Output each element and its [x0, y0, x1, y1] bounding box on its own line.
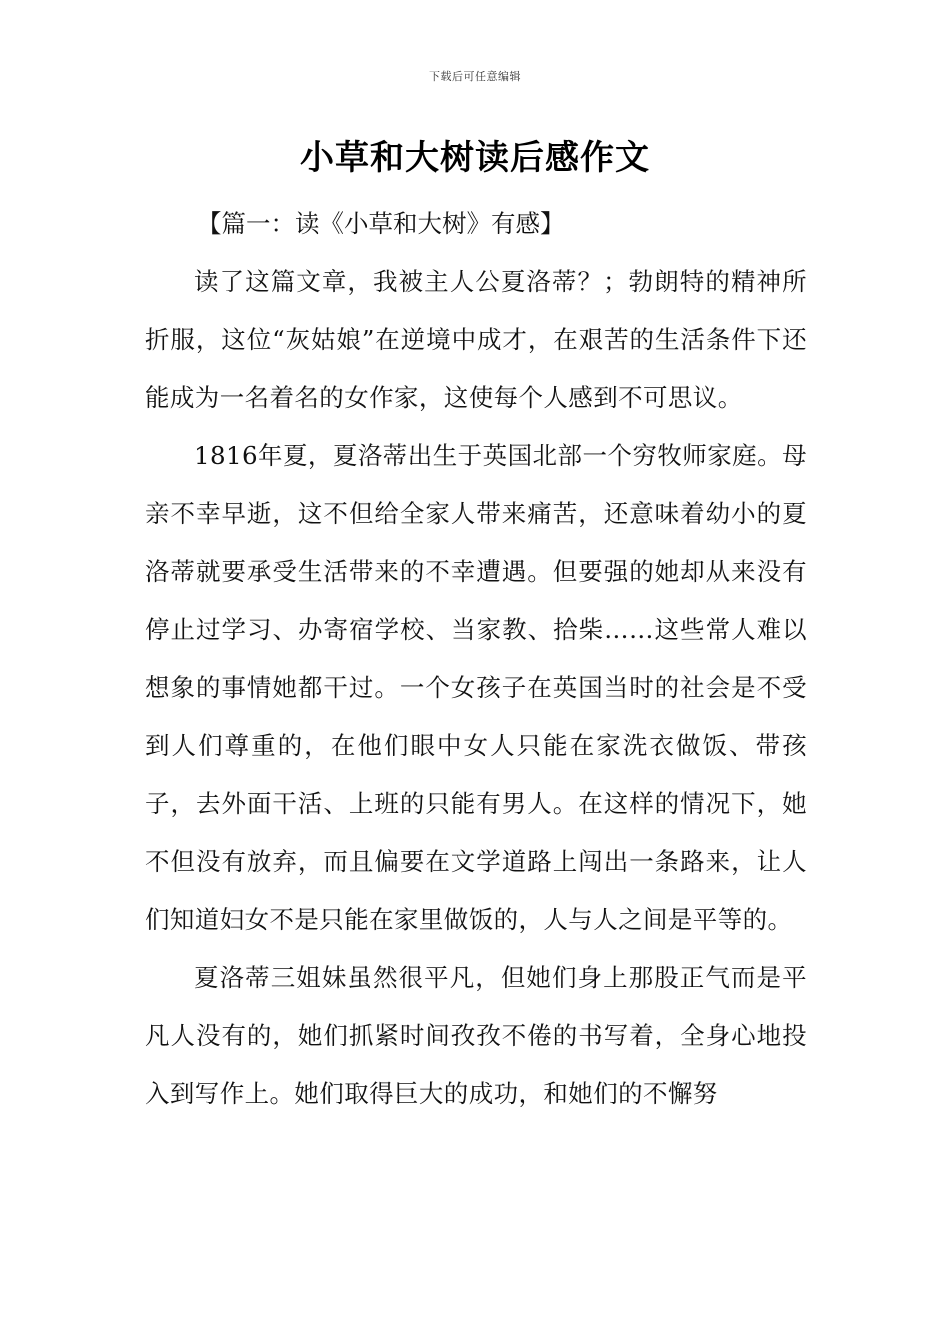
paragraph-3: 夏洛蒂三姐妹虽然很平凡，但她们身上那股正气而是平凡人没有的，她们抓紧时间孜孜不倦的书写着，全身心地投入到写作上。她们取得巨大的成功，和她们的不懈努: [145, 963, 807, 1108]
section-heading: 【篇一：读《小草和大树》有感】: [197, 209, 565, 238]
document-title: 小草和大树读后感作文: [300, 138, 650, 178]
paragraph-2: 1816年夏，夏洛蒂出生于英国北部一个穷牧师家庭。母亲不幸早逝，这不但给全家人带来痛苦，还意味着幼小的夏洛蒂就要承受生活带来的不幸遭遇。但要强的她却从来没有停止过学习、办寄宿学校、当家教、拾柴……这些常人难以想象的事情她都干过。一个女孩子在英国当时的社会是不受到人们尊重的，在他们眼中女人只能在家洗衣做饭、带孩子，去外面干活、上班的只能有男人。在这样的情况下，她不但没有放弃，而且偏要在文学道路上闯出一条路来，让人们知道妇女不是只能在家里做饭的，人与人之间是平等的。: [145, 441, 807, 934]
document-body: [145, 195, 807, 1123]
header-note: 下载后可任意编辑: [429, 70, 521, 83]
paragraph-1: 读了这篇文章，我被主人公夏洛蒂？；勃朗特的精神所折服，这位“灰姑娘”在逆境中成才，在艰苦的生活条件下还能成为一名着名的女作家，这使每个人感到不可思议。: [145, 267, 807, 412]
